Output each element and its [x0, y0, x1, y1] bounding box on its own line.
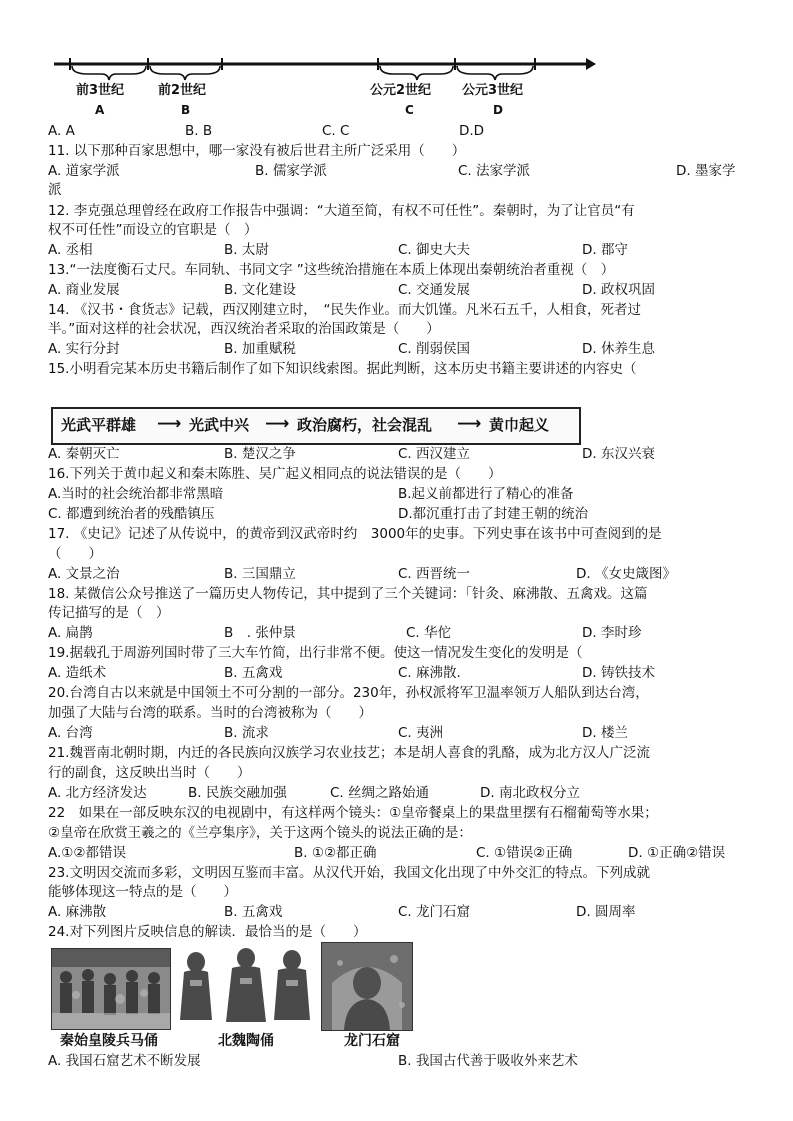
q14-stem-line2: 半。”面对这样的社会状况，西汉统治者采取的治国政策是（ ）: [48, 321, 440, 337]
timeline-brace-d: [457, 66, 533, 80]
q15-option-b[interactable]: B. 楚汉之争: [224, 446, 296, 462]
q24-option-a[interactable]: A. 我国石窟艺术不断发展: [48, 1053, 201, 1069]
q14-option-c[interactable]: C. 削弱侯国: [398, 341, 471, 357]
q24-caption-wei: 北魏陶俑: [218, 1033, 274, 1049]
q23-option-b[interactable]: B. 五禽戏: [224, 904, 283, 920]
timeline-arrow: [586, 58, 596, 70]
q18-option-d[interactable]: D. 李时珍: [582, 625, 642, 641]
timeline-label-a: 前3世纪: [76, 83, 125, 98]
q19-option-a[interactable]: A. 造纸术: [48, 665, 107, 681]
q10-options: [48, 122, 753, 140]
q19-option-b[interactable]: B. 五禽戏: [224, 665, 283, 681]
q21-options: [48, 784, 753, 802]
q17-option-a[interactable]: A. 文景之治: [48, 566, 120, 582]
q18-options: [48, 624, 753, 642]
q17-stem-line1: 17. 《史记》记述了从传说中，的黄帝到汉武帝时约 3000年的史事。下列史事在该书中可查阅到的是: [48, 526, 662, 542]
q19-options: [48, 664, 753, 682]
timeline-brace-a: [72, 66, 146, 80]
q22-option-a[interactable]: A.①②都错误: [48, 845, 126, 861]
q23-option-d[interactable]: D. 圆周率: [576, 904, 636, 920]
q13-options: [48, 281, 753, 299]
q14-option-b[interactable]: B. 加重赋税: [224, 341, 296, 357]
q21-option-c[interactable]: C. 丝绸之路始通: [330, 785, 430, 801]
q18-stem-line1: 18. 某微信公众号推送了一篇历史人物传记，其中提到了三个关键词：「针灸、麻沸散、五禽戏。这篇: [48, 586, 648, 602]
q21-option-b[interactable]: B. 民族交融加强: [188, 785, 287, 801]
timeline-label-c: 公元2世纪: [370, 83, 432, 98]
q12-option-a[interactable]: A. 丞相: [48, 242, 93, 258]
q23-stem-line1: 23.文明因交流而多彩，文明因互鉴而丰富。从汉代开始，我国文化出现了中外交汇的特点。下列成就: [48, 865, 650, 881]
q17-option-c[interactable]: C. 西晋统一: [398, 566, 471, 582]
q23-options: [48, 903, 753, 921]
timeline-letter-c: C: [405, 103, 414, 117]
q24-option-b[interactable]: B. 我国古代善于吸收外来艺术: [398, 1053, 578, 1069]
q22-stem-line2: ②皇帝在欣赏王羲之的《兰亭集序》，关于这两个镜头的说法正确的是：: [48, 825, 472, 841]
q12-stem-line2: 权不可任性”而设立的官职是（ ）: [48, 222, 258, 238]
q24-caption-terracotta: 秦始皇陵兵马俑: [60, 1033, 158, 1049]
q21-stem-line1: 21.魏晋南北朝时期，内迁的各民族向汉族学习农业技艺；本是胡人喜食的乳酪，成为北方汉人广泛流: [48, 745, 650, 761]
terracotta-army-photo: [51, 948, 171, 1030]
q15-flow-step-1: 光武平群雄: [61, 416, 137, 434]
q13-option-c[interactable]: C. 交通发展: [398, 282, 471, 298]
q14-stem-line1: 14. 《汉书・食货志》记载，西汉刚建立时， “民失作业。而大饥馑。凡米石五千，人相食，死者过: [48, 302, 642, 318]
q24-stem: 24.对下列图片反映信息的解读．最恰当的是（ ）: [48, 924, 367, 940]
timeline-label-d: 公元3世纪: [462, 83, 524, 98]
q19-option-d[interactable]: D. 铸铁技术: [582, 665, 655, 681]
q14-option-d[interactable]: D. 休养生息: [582, 341, 655, 357]
q15-option-d[interactable]: D. 东汉兴衰: [582, 446, 655, 462]
q20-stem-line2: 加强了大陆与台湾的联系。当时的台湾被称为（ ）: [48, 705, 372, 721]
q15-option-a[interactable]: A. 秦朝灭亡: [48, 446, 120, 462]
q10-option-b[interactable]: B. B: [185, 123, 213, 139]
q13-option-a[interactable]: A. 商业发展: [48, 282, 120, 298]
q11-stem: 11. 以下那种百家思想中，哪一家没有被后世君主所广泛采用（ ）: [48, 143, 466, 159]
timeline-brace-b: [150, 66, 220, 80]
q10-option-d[interactable]: D.D: [459, 123, 485, 139]
timeline-label-b: 前2世纪: [158, 83, 207, 98]
q17-options: [48, 565, 753, 583]
q20-option-a[interactable]: A. 台湾: [48, 725, 93, 741]
timeline-letter-b: B: [181, 103, 191, 117]
q11-options: [48, 162, 753, 180]
q13-option-d[interactable]: D. 政权巩固: [582, 282, 655, 298]
q21-stem-line2: 行的副食，这反映出当时（ ）: [48, 765, 251, 781]
q12-option-d[interactable]: D. 郡守: [582, 242, 628, 258]
q22-option-c[interactable]: C. ①错误②正确: [476, 845, 573, 861]
q12-option-c[interactable]: C. 御史大夫: [398, 242, 471, 258]
q20-stem-line1: 20.台湾自古以来就是中国领土不可分割的一部分。230年，孙权派将军卫温率领万人船队到达台湾，: [48, 685, 649, 701]
q15-flow-step-3: 政治腐朽，社会混乱: [297, 416, 433, 434]
q17-option-b[interactable]: B. 三国鼎立: [224, 566, 296, 582]
q22-options: [48, 844, 753, 862]
q12-stem-line1: 12. 李克强总理曾经在政府工作报告中强调：“大道至简，有权不可任性”。秦朝时，为了让官员“有: [48, 203, 635, 219]
arrow-right-icon: ⟶: [157, 414, 182, 434]
q21-option-d[interactable]: D. 南北政权分立: [480, 785, 580, 801]
q11-option-b[interactable]: B. 儒家学派: [255, 163, 327, 179]
q15-flow-step-4: 黄巾起义: [489, 416, 550, 434]
q13-stem: 13.“一法度衡石丈尺。车同轨、书同文字 ”这些统治措施在本质上体现出秦朝统治者重视（ ）: [48, 262, 615, 278]
q15-options: [48, 445, 753, 463]
q11-option-d[interactable]: D. 墨家学: [676, 163, 736, 179]
q10-option-c[interactable]: C. C: [322, 123, 350, 139]
q24-caption-longmen: 龙门石窟: [344, 1033, 400, 1049]
q24-options: [48, 1052, 753, 1070]
q20-options: [48, 724, 753, 742]
q23-option-a[interactable]: A. 麻沸散: [48, 904, 107, 920]
q16-stem: 16.下列关于黄巾起义和秦末陈胜、吴广起义相同点的说法错误的是（ ）: [48, 466, 502, 482]
timeline-letter-a: A: [95, 103, 105, 117]
northern-wei-figurines-photo: [176, 948, 314, 1028]
longmen-grottoes-photo: [321, 942, 413, 1031]
q20-option-c[interactable]: C. 夷洲: [398, 725, 444, 741]
q19-option-c[interactable]: C. 麻沸散.: [398, 665, 461, 681]
q17-option-d[interactable]: D. 《女史箴图》: [576, 566, 676, 582]
q15-option-c[interactable]: C. 西汉建立: [398, 446, 471, 462]
timeline-brace-c: [380, 66, 453, 80]
q20-option-b[interactable]: B. 流求: [224, 725, 269, 741]
arrow-right-icon: ⟶: [265, 414, 290, 434]
q10-option-a[interactable]: A. A: [48, 123, 75, 139]
q16-option-b[interactable]: B.起义前都进行了精心的准备: [398, 486, 574, 502]
q15-flow-step-2: 光武中兴: [189, 416, 250, 434]
q23-stem-line2: 能够体现这一特点的是（ ）: [48, 884, 237, 900]
q16-option-d[interactable]: D.都沉重打击了封建王朝的统治: [398, 506, 589, 522]
q16-options-row2: [48, 505, 753, 523]
q12-options: [48, 241, 753, 259]
q11-option-a[interactable]: A. 道家学派: [48, 163, 120, 179]
q20-option-d[interactable]: D. 楼兰: [582, 725, 628, 741]
q22-option-b[interactable]: B. ①②都正确: [294, 845, 377, 861]
q19-stem: 19.据载孔于周游列国时带了三大车竹简，出行非常不便。使这一情况发生变化的发明是（: [48, 645, 583, 661]
q21-option-a[interactable]: A. 北方经济发达: [48, 785, 147, 801]
arrow-right-icon: ⟶: [457, 414, 482, 434]
q18-option-b[interactable]: B . 张仲景: [224, 625, 296, 641]
timeline-letter-d: D: [493, 103, 503, 117]
q22-option-d[interactable]: D. ①正确②错误: [628, 845, 726, 861]
q17-stem-line2: （ ）: [48, 546, 102, 562]
q14-options: [48, 340, 753, 358]
q16-options-row1: [48, 485, 753, 503]
q14-option-a[interactable]: A. 实行分封: [48, 341, 120, 357]
q18-option-c[interactable]: C. 华佗: [406, 625, 452, 641]
q15-stem: 15.小明看完某本历史书籍后制作了如下知识线索图。据此判断，这本历史书籍主要讲述的内容史（: [48, 361, 637, 377]
q11-option-c[interactable]: C. 法家学派: [458, 163, 531, 179]
q18-stem-line2: 传记描写的是（ ）: [48, 605, 170, 621]
q11-option-d-wrap: 派: [48, 182, 62, 198]
q12-option-b[interactable]: B. 太尉: [224, 242, 269, 258]
q18-option-a[interactable]: A. 扁鹊: [48, 625, 93, 641]
q15-flow-diagram: [51, 407, 581, 445]
q23-option-c[interactable]: C. 龙门石窟: [398, 904, 471, 920]
q22-stem-line1: 22 如果在一部反映东汉的电视剧中，有这样两个镜头：①皇帝餐桌上的果盘里摆有石榴葡萄等水果；: [48, 805, 658, 821]
q16-option-c[interactable]: C. 都遭到统治者的残酷镇压: [48, 506, 215, 522]
q13-option-b[interactable]: B. 文化建设: [224, 282, 296, 298]
q16-option-a[interactable]: A.当时的社会统治都非常黑暗: [48, 486, 224, 502]
